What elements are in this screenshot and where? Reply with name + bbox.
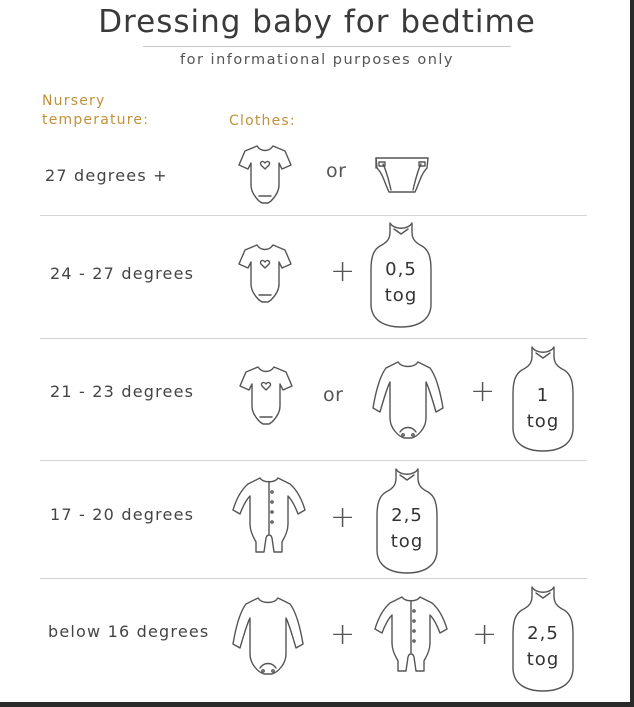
footless-sleepsuit-icon — [230, 472, 308, 556]
tog-unit: tog — [526, 411, 560, 432]
subtitle: for informational purposes only — [180, 52, 454, 68]
row-4-temperature: 17 - 20 degrees — [50, 505, 195, 524]
row-5-temperature: below 16 degrees — [48, 622, 210, 641]
tog-value: 2,5 — [527, 623, 559, 644]
sleeping-bag-icon — [368, 220, 434, 330]
tog-unit: tog — [384, 285, 418, 306]
diaper-icon — [373, 152, 431, 198]
row-4-plus: + — [330, 500, 356, 535]
tog-unit: tog — [526, 649, 560, 670]
sleeping-bag-icon — [510, 344, 576, 454]
row-divider — [40, 215, 587, 216]
bodysuit-short-sleeve-icon — [235, 240, 295, 304]
bodysuit-short-sleeve-icon — [236, 362, 296, 426]
title-underline — [143, 46, 511, 47]
row-1-or: or — [326, 160, 347, 182]
page-title: Dressing baby for bedtime — [98, 4, 536, 40]
temperature-header — [42, 92, 149, 130]
row-2-plus: + — [330, 254, 356, 289]
row-5-plus: + — [330, 617, 356, 652]
row-divider — [40, 338, 587, 339]
footless-sleepsuit-icon — [372, 591, 450, 675]
bodysuit-long-sleeve-icon — [370, 356, 446, 442]
row-2-temperature: 24 - 27 degrees — [50, 264, 195, 283]
row-divider — [40, 578, 587, 579]
row-divider — [40, 460, 587, 461]
tog-value: 0,5 — [385, 259, 417, 280]
tog-value: 2,5 — [391, 505, 423, 526]
row-3-plus: + — [470, 374, 496, 409]
row-1-temperature: 27 degrees + — [45, 166, 168, 185]
sleeping-bag-icon — [374, 466, 440, 576]
temperature-header-line2: temperature: — [42, 112, 150, 128]
bodysuit-long-sleeve-icon — [230, 592, 306, 678]
clothes-header: Clothes: — [229, 113, 296, 129]
tog-value: 1 — [536, 385, 550, 406]
tog-unit: tog — [390, 531, 424, 552]
row-3-temperature: 21 - 23 degrees — [50, 382, 195, 401]
row-3-or: or — [323, 384, 344, 406]
bodysuit-short-sleeve-icon — [235, 141, 295, 205]
row-5-plus-2: + — [472, 617, 498, 652]
sleeping-bag-icon — [510, 584, 576, 694]
temperature-header-line1: Nursery — [42, 93, 106, 109]
